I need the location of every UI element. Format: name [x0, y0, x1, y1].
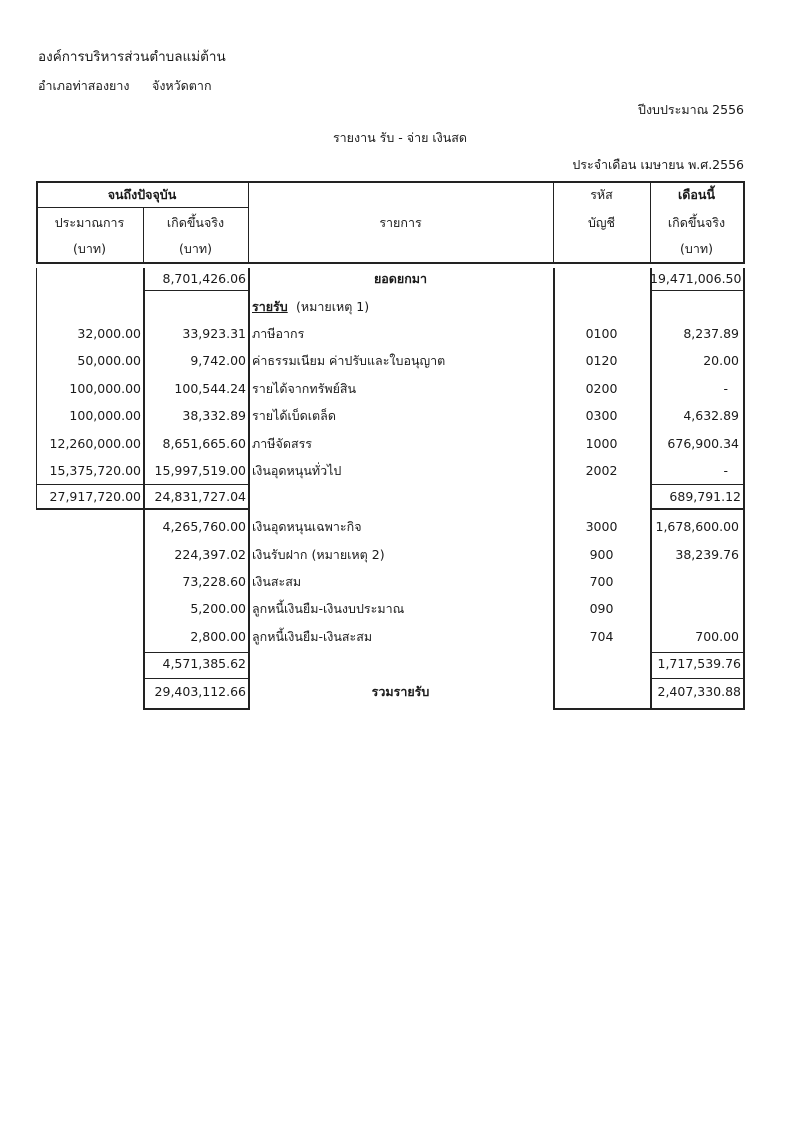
col-month-actual: เกิดขึ้นจริง [667, 215, 726, 230]
row-month: 20.00 [703, 353, 739, 368]
row-actual: 9,742.00 [190, 353, 246, 368]
row-code: 1000 [585, 436, 618, 451]
row-label: เงินสะสม [252, 574, 302, 589]
col-estimate: ประมาณการ [54, 215, 125, 230]
row-month: 4,632.89 [683, 408, 739, 423]
row-month: 38,239.76 [675, 547, 739, 562]
row-actual: 33,923.31 [182, 326, 246, 341]
row-code: 704 [589, 629, 614, 644]
col-code-1: รหัส [590, 187, 613, 202]
report-title: รายงาน รับ - จ่าย เงินสด [332, 130, 468, 145]
row-actual: 8,651,665.60 [162, 436, 246, 451]
row-code: 700 [589, 574, 614, 589]
grand-total-label: รวมรายรับ [371, 684, 430, 699]
other-subtotal-actual: 4,571,385.62 [162, 656, 246, 671]
income-subtotal-actual: 24,831,727.04 [154, 489, 246, 504]
row-actual: 73,228.60 [182, 574, 246, 589]
row-code: 900 [589, 547, 614, 562]
row-label: รายได้เบ็ดเตล็ด [252, 408, 336, 423]
row-label: ค่าธรรมเนียม ค่าปรับและใบอนุญาต [252, 353, 446, 368]
col-month-unit: (บาท) [680, 241, 713, 256]
row-actual: 2,800.00 [190, 629, 246, 644]
row-actual: 4,265,760.00 [162, 519, 246, 534]
row-label: เงินอุดหนุนทั่วไป [252, 463, 342, 478]
org-name: องค์การบริหารส่วนตำบลแม่ต้าน [38, 49, 226, 65]
row-label: ลูกหนี้เงินยืม-เงินงบประมาณ [252, 601, 405, 616]
row-label: รายได้จากทรัพย์สิน [252, 381, 357, 396]
col-actual-unit: (บาท) [179, 241, 212, 256]
other-subtotal-month: 1,717,539.76 [657, 656, 741, 671]
row-code: 2002 [585, 463, 618, 478]
row-month: - [723, 463, 728, 478]
row-actual: 224,397.02 [174, 547, 246, 562]
row-estimate: 32,000.00 [77, 326, 141, 341]
row-actual: 38,332.89 [182, 408, 246, 423]
col-items: รายการ [379, 215, 422, 230]
row-estimate: 15,375,720.00 [49, 463, 141, 478]
row-estimate: 50,000.00 [77, 353, 141, 368]
row-label: เงินรับฝาก (หมายเหตุ 2) [252, 547, 385, 562]
budget-year: ปีงบประมาณ 2556 [638, 102, 744, 117]
col-actual: เกิดขึ้นจริง [166, 215, 225, 230]
row-code: 0100 [585, 326, 618, 341]
row-month: 1,678,600.00 [655, 519, 739, 534]
grand-total-month: 2,407,330.88 [657, 684, 741, 699]
row-code: 0200 [585, 381, 618, 396]
income-subtotal-estimate: 27,917,720.00 [49, 489, 141, 504]
row-label: ภาษีอากร [252, 326, 305, 341]
row-month: - [723, 381, 728, 396]
col-estimate-unit: (บาท) [73, 241, 106, 256]
brought-forward-label: ยอดยกมา [373, 271, 428, 286]
row-code: 0120 [585, 353, 618, 368]
row-label: เงินอุดหนุนเฉพาะกิจ [252, 519, 362, 534]
row-month: 700.00 [695, 629, 739, 644]
province: จังหวัดตาก [152, 78, 212, 93]
col-code-2: บัญชี [587, 215, 616, 230]
row-label: ลูกหนี้เงินยืม-เงินสะสม [252, 629, 373, 644]
col-cumulative: จนถึงปัจจุบัน [107, 187, 177, 202]
income-subtotal-month: 689,791.12 [669, 489, 741, 504]
row-actual: 5,200.00 [190, 601, 246, 616]
income-heading-note: (หมายเหตุ 1) [296, 299, 370, 314]
brought-forward-month: 19,471,006.50 [650, 271, 742, 286]
grand-total-actual: 29,403,112.66 [154, 684, 246, 699]
row-estimate: 12,260,000.00 [49, 436, 141, 451]
row-month: 676,900.34 [667, 436, 739, 451]
report-month: ประจำเดือน เมษายน พ.ศ.2556 [572, 157, 744, 172]
row-code: 090 [589, 601, 614, 616]
row-code: 3000 [585, 519, 618, 534]
row-estimate: 100,000.00 [69, 381, 141, 396]
row-actual: 15,997,519.00 [154, 463, 246, 478]
row-estimate: 100,000.00 [69, 408, 141, 423]
income-heading: รายรับ [252, 299, 288, 314]
row-label: ภาษีจัดสรร [252, 436, 312, 451]
col-this-month: เดือนนี้ [678, 187, 715, 202]
row-month: 8,237.89 [683, 326, 739, 341]
row-code: 0300 [585, 408, 618, 423]
row-actual: 100,544.24 [174, 381, 246, 396]
district: อำเภอท่าสองยาง [38, 78, 130, 93]
brought-forward-actual: 8,701,426.06 [162, 271, 246, 286]
